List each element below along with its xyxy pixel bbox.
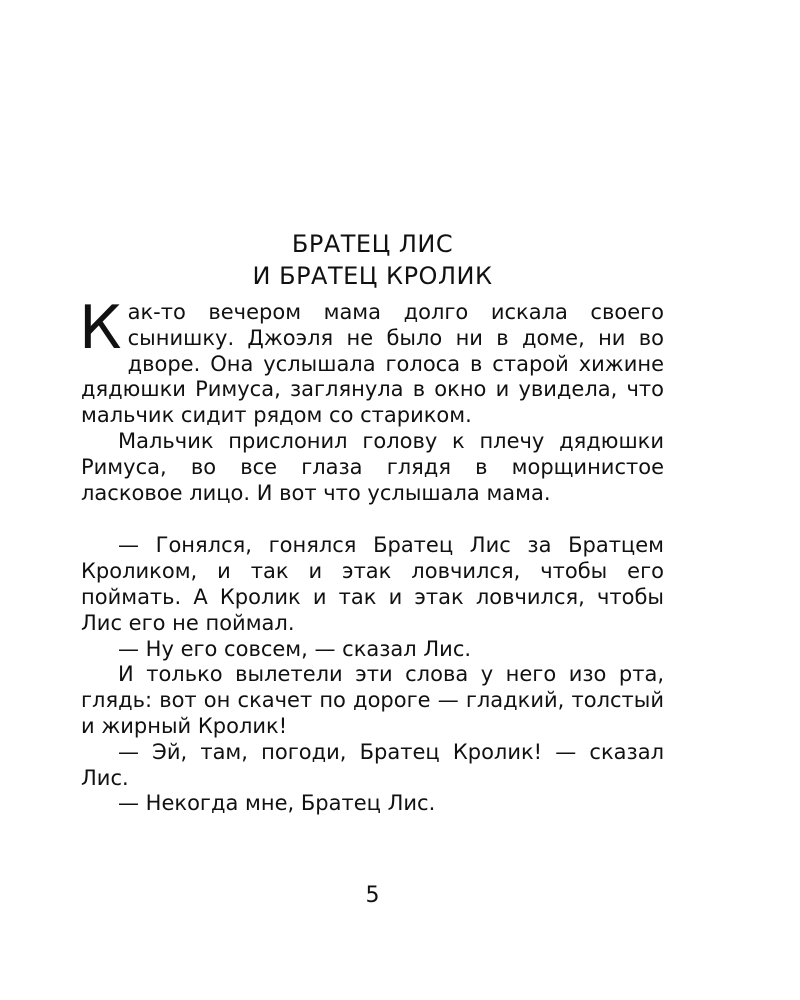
paragraph-1-text: ак-то вечером мама долго искала своего сынишку. Джоэля не было ни в доме, ни во дворе. Она услышала голоса в старой хижине дядюшки Римуса, заглянула в окно и увидела, что мальчик сидит рядом со стариком. xyxy=(81,300,664,428)
paragraph-3: — Гонялся, гонялся Братец Лис за Братцем Кроликом, и так и этак ловчился, чтобы его поймать. А Кролик и так и этак ловчился, чтобы Лис его не поймал. xyxy=(81,533,664,635)
paragraph-4: — Ну его совсем, — сказал Лис. xyxy=(118,636,472,661)
paragraph-5: И только вылетели эти слова у него изо рта, глядь: вот он скачет по дороге — гладкий, толстый и жирный Кролик! xyxy=(81,662,664,738)
chapter-title-line-2: И БРАТЕЦ КРОЛИК xyxy=(252,262,493,290)
paragraph-7: — Некогда мне, Братец Лис. xyxy=(118,791,436,816)
drop-cap: К xyxy=(79,293,122,363)
section-gap xyxy=(81,506,664,533)
paragraph-2: Мальчик прислонил голову к плечу дядюшки Римуса, во все глаза глядя в морщинистое ласковое лицо. И вот что услышала мама. xyxy=(81,428,664,505)
paragraph-6: — Эй, там, погоди, Братец Кролик! — сказал Лис. xyxy=(81,739,664,790)
chapter-title xyxy=(81,228,664,292)
page-number: 5 xyxy=(365,883,380,908)
paragraph-1 xyxy=(79,293,664,429)
chapter-title-line-1: БРАТЕЦ ЛИС xyxy=(291,230,454,258)
book-page xyxy=(81,228,664,817)
story-text xyxy=(79,293,664,817)
